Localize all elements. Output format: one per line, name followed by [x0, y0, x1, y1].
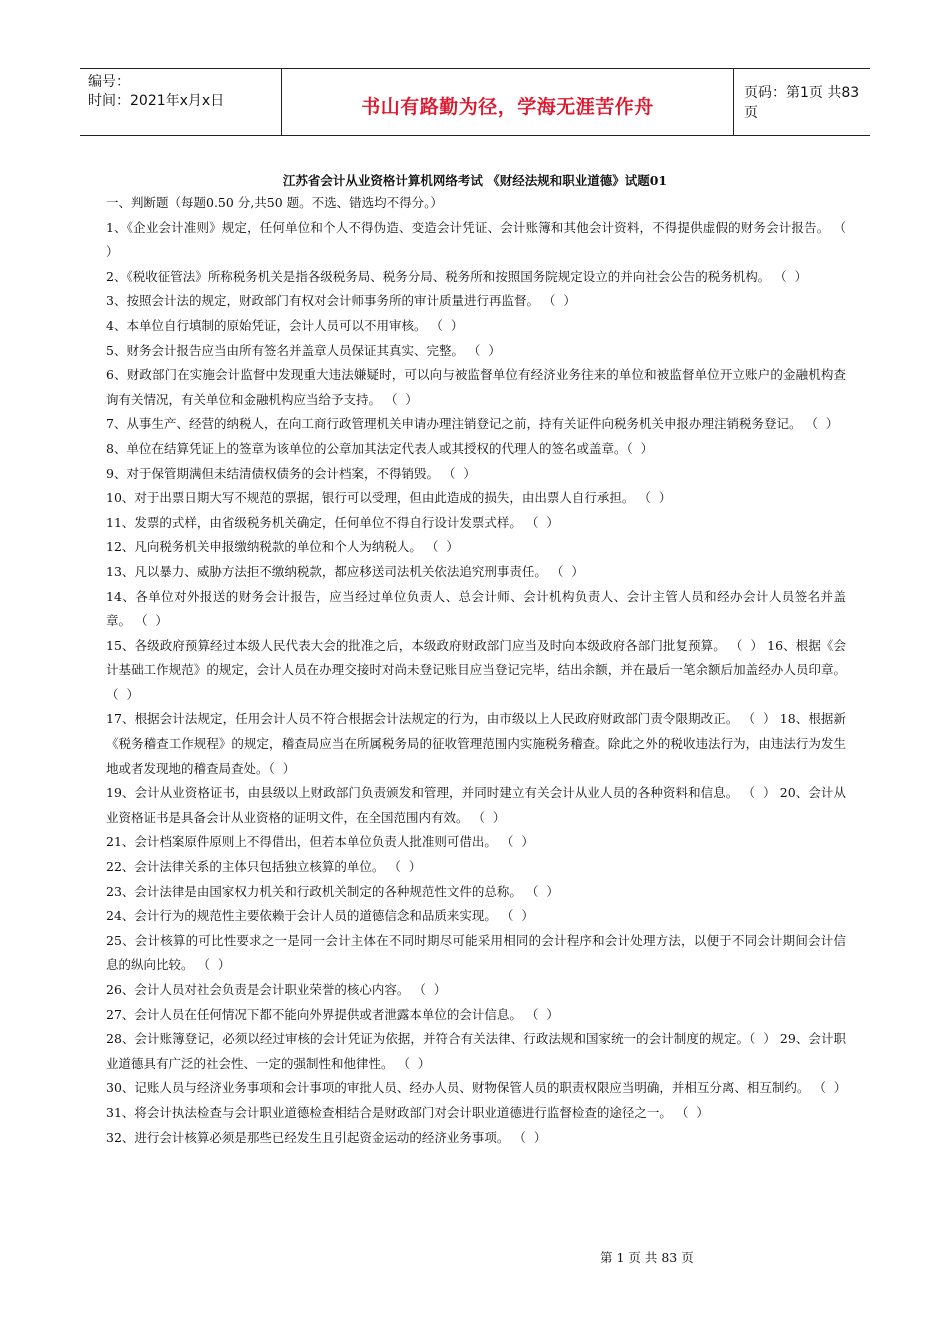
serial-number-label: 编号：	[88, 74, 130, 90]
page-footer: 第 1 页 共 83 页	[600, 1250, 694, 1265]
question-item: 28、会计账簿登记，必须以经过审核的会计凭证为依据，并符合有关法律、行政法规和国家统一的会计制度的规定。（ ） 29、会计职业道德具有广泛的社会性、一定的强制性和他律性。 （ ）	[106, 1031, 846, 1071]
question-item: 2、《税收征管法》所称税务机关是指各级税务局、税务分局、税务所和按照国务院规定设立的并向社会公告的税务机构。 （ ）	[106, 268, 808, 284]
question-item: 5、财务会计报告应当由所有签名并盖章人员保证其真实、完整。 （ ）	[106, 342, 501, 358]
header-meta-cell	[80, 69, 282, 135]
question-item: 17、根据会计法规定，任用会计人员不符合根据会计法规定的行为，由市级以上人民政府财政部门责令限期改正。 （ ） 18、根据新《税务稽查工作规程》的规定，稽查局应当在所属税务局的征收管理范围内实施税务稽查。除此之外的税收违法行为，由违法行为发生地或者发现地的稽查局查处。（ ）	[106, 711, 846, 776]
motto-text: 书山有路勤为径，学海无涯苦作舟	[361, 95, 654, 118]
question-item: 1、《企业会计准则》规定，任何单位和个人不得伪造、变造会计凭证、会计账簿和其他会计资料，不得提供虚假的财务会计报告。 （ ）	[106, 219, 854, 260]
question-item: 19、会计从业资格证书，由县级以上财政部门负责颁发和管理，并同时建立有关会计从业人员的各种资料和信息。 （ ） 20、会计从业资格证书是具备会计从业资格的证明文件，在全国范围内有效。 （ ）	[106, 785, 846, 825]
question-item: 23、会计法律是由国家权力机关和行政机关制定的各种规范性文件的总称。 （ ）	[106, 883, 559, 899]
question-item: 7、从事生产、经营的纳税人，在向工商行政管理机关申请办理注销登记之前，持有关证件向税务机关申报办理注销税务登记。 （ ）	[106, 416, 839, 432]
date-label: 时间：2021年x月x日	[88, 93, 225, 109]
question-item: 6、财政部门在实施会计监督中发现重大违法嫌疑时，可以向与被监督单位有经济业务往来的单位和被监督单位开立账户的金融机构查询有关情况，有关单位和金融机构应当给予支持。 （ ）	[106, 367, 846, 407]
question-item: 31、将会计执法检查与会计职业道德检查相结合是财政部门对会计职业道德进行监督检查的途径之一。 （ ）	[106, 1104, 709, 1120]
header-page-cell	[734, 69, 870, 135]
question-item: 11、发票的式样，由省级税务机关确定，任何单位不得自行设计发票式样。 （ ）	[106, 514, 559, 530]
section-heading: 一、判断题（每题0.50 分,共50 题。不选、错选均不得分。）	[106, 195, 443, 210]
document-title: 江苏省会计从业资格计算机网络考试 《财经法规和职业道德》试题01	[282, 173, 668, 188]
question-item: 14、各单位对外报送的财务会计报告，应当经过单位负责人、总会计师、会计机构负责人、会计主管人员和经办会计人员签名并盖章。 （ ）	[106, 588, 846, 629]
header-table	[80, 68, 870, 136]
question-item: 3、按照会计法的规定，财政部门有权对会计师事务所的审计质量进行再监督。 （ ）	[106, 293, 576, 309]
question-item: 24、会计行为的规范性主要依赖于会计人员的道德信念和品质来实现。 （ ）	[106, 908, 534, 924]
question-list	[106, 191, 854, 1150]
question-item: 15、各级政府预算经过本级人民代表大会的批准之后，本级政府财政部门应当及时向本级政府各部门批复预算。 （ ） 16、根据《会计基础工作规范》的规定，会计人员在办理交接时对尚未登记账目应当登记完毕，结出余额，并在最后一笔余额后加盖经办人员印章。 （ ）	[106, 637, 850, 702]
question-item: 10、对于出票日期大写不规范的票据，银行可以受理，但由此造成的损失，由出票人自行承担。 （ ）	[106, 490, 672, 506]
question-item: 25、会计核算的可比性要求之一是同一会计主体在不同时期尽可能采用相同的会计程序和会计处理方法，以便于不同会计期间会计信息的纵向比较。 （ ）	[106, 932, 846, 973]
question-item: 32、进行会计核算必须是那些已经发生且引起资金运动的经济业务事项。 （ ）	[106, 1129, 547, 1145]
header-motto-cell	[282, 69, 734, 135]
question-item: 12、凡向税务机关申报缴纳税款的单位和个人为纳税人。 （ ）	[106, 539, 459, 555]
question-item: 26、会计人员对社会负责是会计职业荣誉的核心内容。 （ ）	[106, 982, 447, 997]
question-item: 4、本单位自行填制的原始凭证，会计人员可以不用审核。 （ ）	[106, 317, 464, 333]
question-item: 22、会计法律关系的主体只包括独立核算的单位。 （ ）	[106, 859, 422, 875]
question-item: 21、会计档案原件原则上不得借出，但若本单位负责人批准则可借出。 （ ）	[106, 834, 534, 850]
question-item: 8、单位在结算凭证上的签章为该单位的公章加其法定代表人或其授权的代理人的签名或盖章。（ ）	[106, 440, 654, 456]
question-item: 27、会计人员在任何情况下都不能向外界提供或者泄露本单位的会计信息。 （ ）	[106, 1006, 559, 1022]
question-item: 30、记账人员与经济业务事项和会计事项的审批人员、经办人员、财物保管人员的职责权限应当明确，并相互分离、相互制约。 （ ）	[106, 1080, 847, 1096]
page-number-label: 页码：第1页 共83页	[744, 85, 860, 121]
question-item: 13、凡以暴力、威胁方法拒不缴纳税款，都应移送司法机关依法追究刑事责任。 （ ）	[106, 563, 584, 579]
question-item: 9、对于保管期满但未结清债权债务的会计档案，不得销毁。 （ ）	[106, 465, 476, 481]
